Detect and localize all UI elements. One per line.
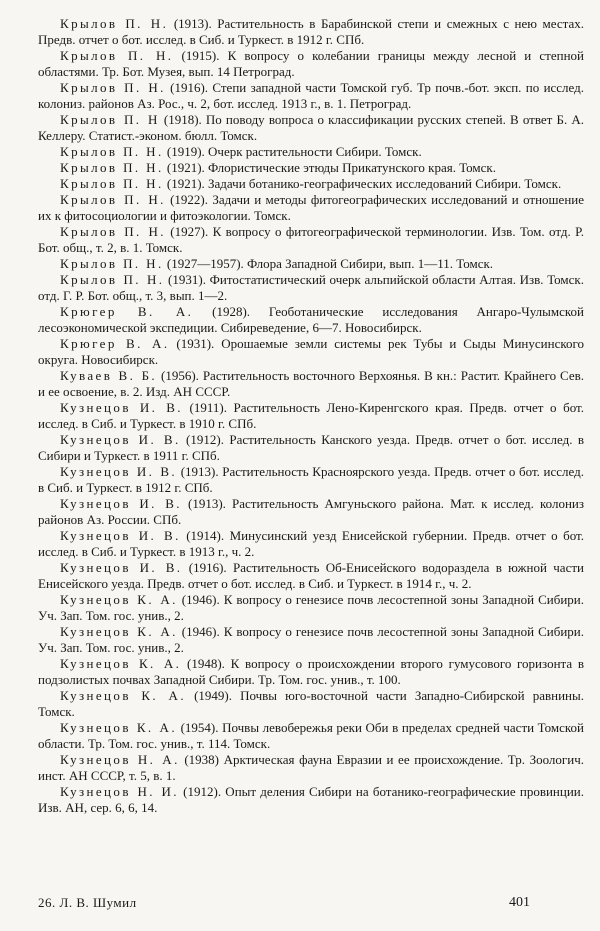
reference-entry [38, 112, 584, 144]
reference-author: Крылов П. Н [60, 112, 160, 127]
reference-entry [38, 160, 584, 176]
reference-text: (1921). Флористические этюды Прикатунского края. Томск. [163, 160, 496, 175]
reference-author: Крюгер В. А. [60, 304, 194, 319]
reference-entry [38, 720, 584, 752]
reference-entry [38, 432, 584, 464]
reference-text: (1911). Растительность Лено-Киренгского края. Предв. отчет о бот. исслед. в Сиб. и Туркест. в 1910 г. СПб. [38, 400, 585, 431]
reference-text: (1915). К вопросу о колебании границы между лесной и степной областями. Тр. Бот. Музея, вып. 14 Петроград. [38, 48, 584, 79]
reference-entry [38, 368, 584, 400]
reference-text: (1922). Задачи и методы фитогеографических исследований и отношение их к фитосоциологии и фитоэкологии. Томск. [38, 192, 584, 223]
reference-entry [38, 400, 584, 432]
reference-entry [38, 592, 584, 624]
reference-text: (1912). Растительность Канского уезда. Предв. отчет о бот. исслед. в Сибири и Туркест. в 1911 г. СПб. [38, 432, 584, 463]
reference-text: (1921). Задачи ботанико-географических исследований Сибири. Томск. [163, 176, 562, 191]
reference-text: (1913). Растительность Амгуньского района. Мат. к исслед. колониз районов Аз. России. СПб. [38, 496, 585, 527]
reference-author: Куваев В. Б. [60, 368, 158, 383]
reference-text: (1927). К вопросу о фитогеографической терминологии. Изв. Том. отд. Р. Бот. общ., т. 2, в. 1. Томск. [38, 224, 584, 255]
reference-entry [38, 176, 584, 192]
reference-text: (1938) Арктическая фауна Евразии и ее происхождение. Тр. Зоологич. инст. АН СССР, т. 5, в. 1. [38, 752, 584, 783]
reference-entry [38, 80, 584, 112]
reference-entry [38, 304, 584, 336]
reference-entry [38, 688, 584, 720]
reference-author: Кузнецов И. В. [60, 432, 181, 447]
reference-author: Крылов П. Н. [60, 48, 174, 63]
reference-entry [38, 16, 584, 48]
reference-text: (1931). Орошаемые земли системы рек Тубы и Сыды Минусинского округа. Новосибирск. [38, 336, 584, 367]
reference-text: (1946). К вопросу о генезисе почв лесостепной зоны Западной Сибири. Уч. Зап. Том. гос. унив., 2. [38, 624, 585, 655]
reference-author: Кузнецов И. В. [60, 400, 183, 415]
reference-author: Кузнецов Н. А. [60, 752, 180, 767]
reference-author: Кузнецов К. А. [60, 592, 178, 607]
reference-entry [38, 336, 584, 368]
reference-author: Крылов П. Н. [60, 176, 164, 191]
reference-list [38, 16, 584, 816]
printer-signature: 26. Л. В. Шумил [38, 895, 137, 910]
reference-author: Крылов П. Н. [60, 224, 166, 239]
reference-entry [38, 560, 584, 592]
reference-entry [38, 192, 584, 224]
reference-text: (1916). Растительность Об-Енисейского водораздела в южной части Енисейского уезда. Предв. отчет о бот. исслед. в Сиб. и Туркест. в 1914 г., ч. 2. [38, 560, 584, 591]
reference-author: Крылов П. Н. [60, 256, 164, 271]
reference-author: Кузнецов К. А. [60, 656, 182, 671]
reference-author: Крылов П. Н. [60, 80, 166, 95]
reference-text: (1913). Растительность Красноярского уезда. Предв. отчет о бот. исслед. в Сиб. и Туркест. в 1912 г. СПб. [38, 464, 584, 495]
reference-author: Кузнецов К. А. [60, 624, 178, 639]
reference-author: Крылов П. Н. [60, 272, 165, 287]
reference-text: (1946). К вопросу о генезисе почв лесостепной зоны Западной Сибири. Уч. Зап. Том. гос. унив., 2. [38, 592, 585, 623]
reference-entry [38, 272, 584, 304]
reference-entry [38, 752, 584, 784]
reference-entry [38, 784, 584, 816]
reference-text: (1916). Степи западной части Томской губ. Тр почв.-бот. эксп. по исслед. колониз. районов Аз. Рос., ч. 2, бот. исслед. 1913 г., в. 1. Петроград. [38, 80, 585, 111]
reference-author: Кузнецов И. В. [60, 464, 178, 479]
reference-author: Кузнецов И. В. [60, 560, 183, 575]
reference-entry [38, 496, 584, 528]
reference-author: Крылов П. Н. [60, 192, 166, 207]
reference-text: (1927—1957). Флора Западной Сибири, вып. 1—11. Томск. [163, 256, 494, 271]
reference-text: (1931). Фитостатистический очерк альпийской области Алтая. Изв. Томск. отд. Г. Р. Бот. общ., т. 3, вып. 1—2. [38, 272, 584, 303]
reference-entry [38, 528, 584, 560]
reference-author: Кузнецов И. В. [60, 528, 181, 543]
reference-text: (1928). Геоботанические исследования Ангаро-Чулымской лесоэкономической экспедиции. Сибиреведение, 6—7. Новосибирск. [38, 304, 584, 335]
reference-entry [38, 656, 584, 688]
reference-author: Кузнецов Н. И. [60, 784, 179, 799]
reference-text: (1914). Минусинский уезд Енисейской губернии. Предв. отчет о бот. исслед. в Сиб. и Туркест. в 1913 г., ч. 2. [38, 528, 584, 559]
reference-text: (1954). Почвы левобережья реки Оби в пределах средней части Томской области. Тр. Том. гос. унив., т. 114. Томск. [38, 720, 584, 751]
reference-author: Крылов П. Н. [60, 160, 164, 175]
reference-text: (1949). Почвы юго-восточной части Западно-Сибирской равнины. Томск. [38, 688, 584, 719]
reference-author: Кузнецов К. А. [60, 720, 177, 735]
reference-text: (1956). Растительность восточного Верхоянья. В кн.: Растит. Крайнего Сев. и ее освоение, в. 2. Изд. АН СССР. [38, 368, 584, 399]
reference-entry [38, 256, 584, 272]
reference-author: Крюгер В. А. [60, 336, 170, 351]
reference-text: (1948). К вопросу о происхождении второго гумусового горизонта в подзолистых почвах Западной Сибири. Тр. Том. гос. унив., т. 100. [38, 656, 585, 687]
reference-text: (1918). По поводу вопроса о классификации русских степей. В ответ Б. А. Келлеру. Статист.-эконом. бюлл. Томск. [38, 112, 584, 143]
reference-text: (1919). Очерк растительности Сибири. Томск. [163, 144, 422, 159]
reference-entry [38, 464, 584, 496]
reference-entry [38, 48, 584, 80]
reference-text: (1913). Растительность в Барабинской степи и смежных с нею местах. Предв. отчет о бот. исслед. в Сиб. и Туркест. в 1912 г. СПб. [38, 16, 585, 47]
reference-author: Кузнецов К. А. [60, 688, 186, 703]
reference-author: Кузнецов И. В. [60, 496, 182, 511]
reference-entry [38, 624, 584, 656]
reference-entry [38, 224, 584, 256]
reference-entry [38, 144, 584, 160]
page-number: 401 [509, 895, 530, 910]
reference-text: (1912). Опыт деления Сибири на ботанико-географические провинции. Изв. АН, сер. 6, 6, 14. [38, 784, 585, 815]
reference-author: Крылов П. Н. [60, 16, 169, 31]
reference-author: Крылов П. Н. [60, 144, 164, 159]
